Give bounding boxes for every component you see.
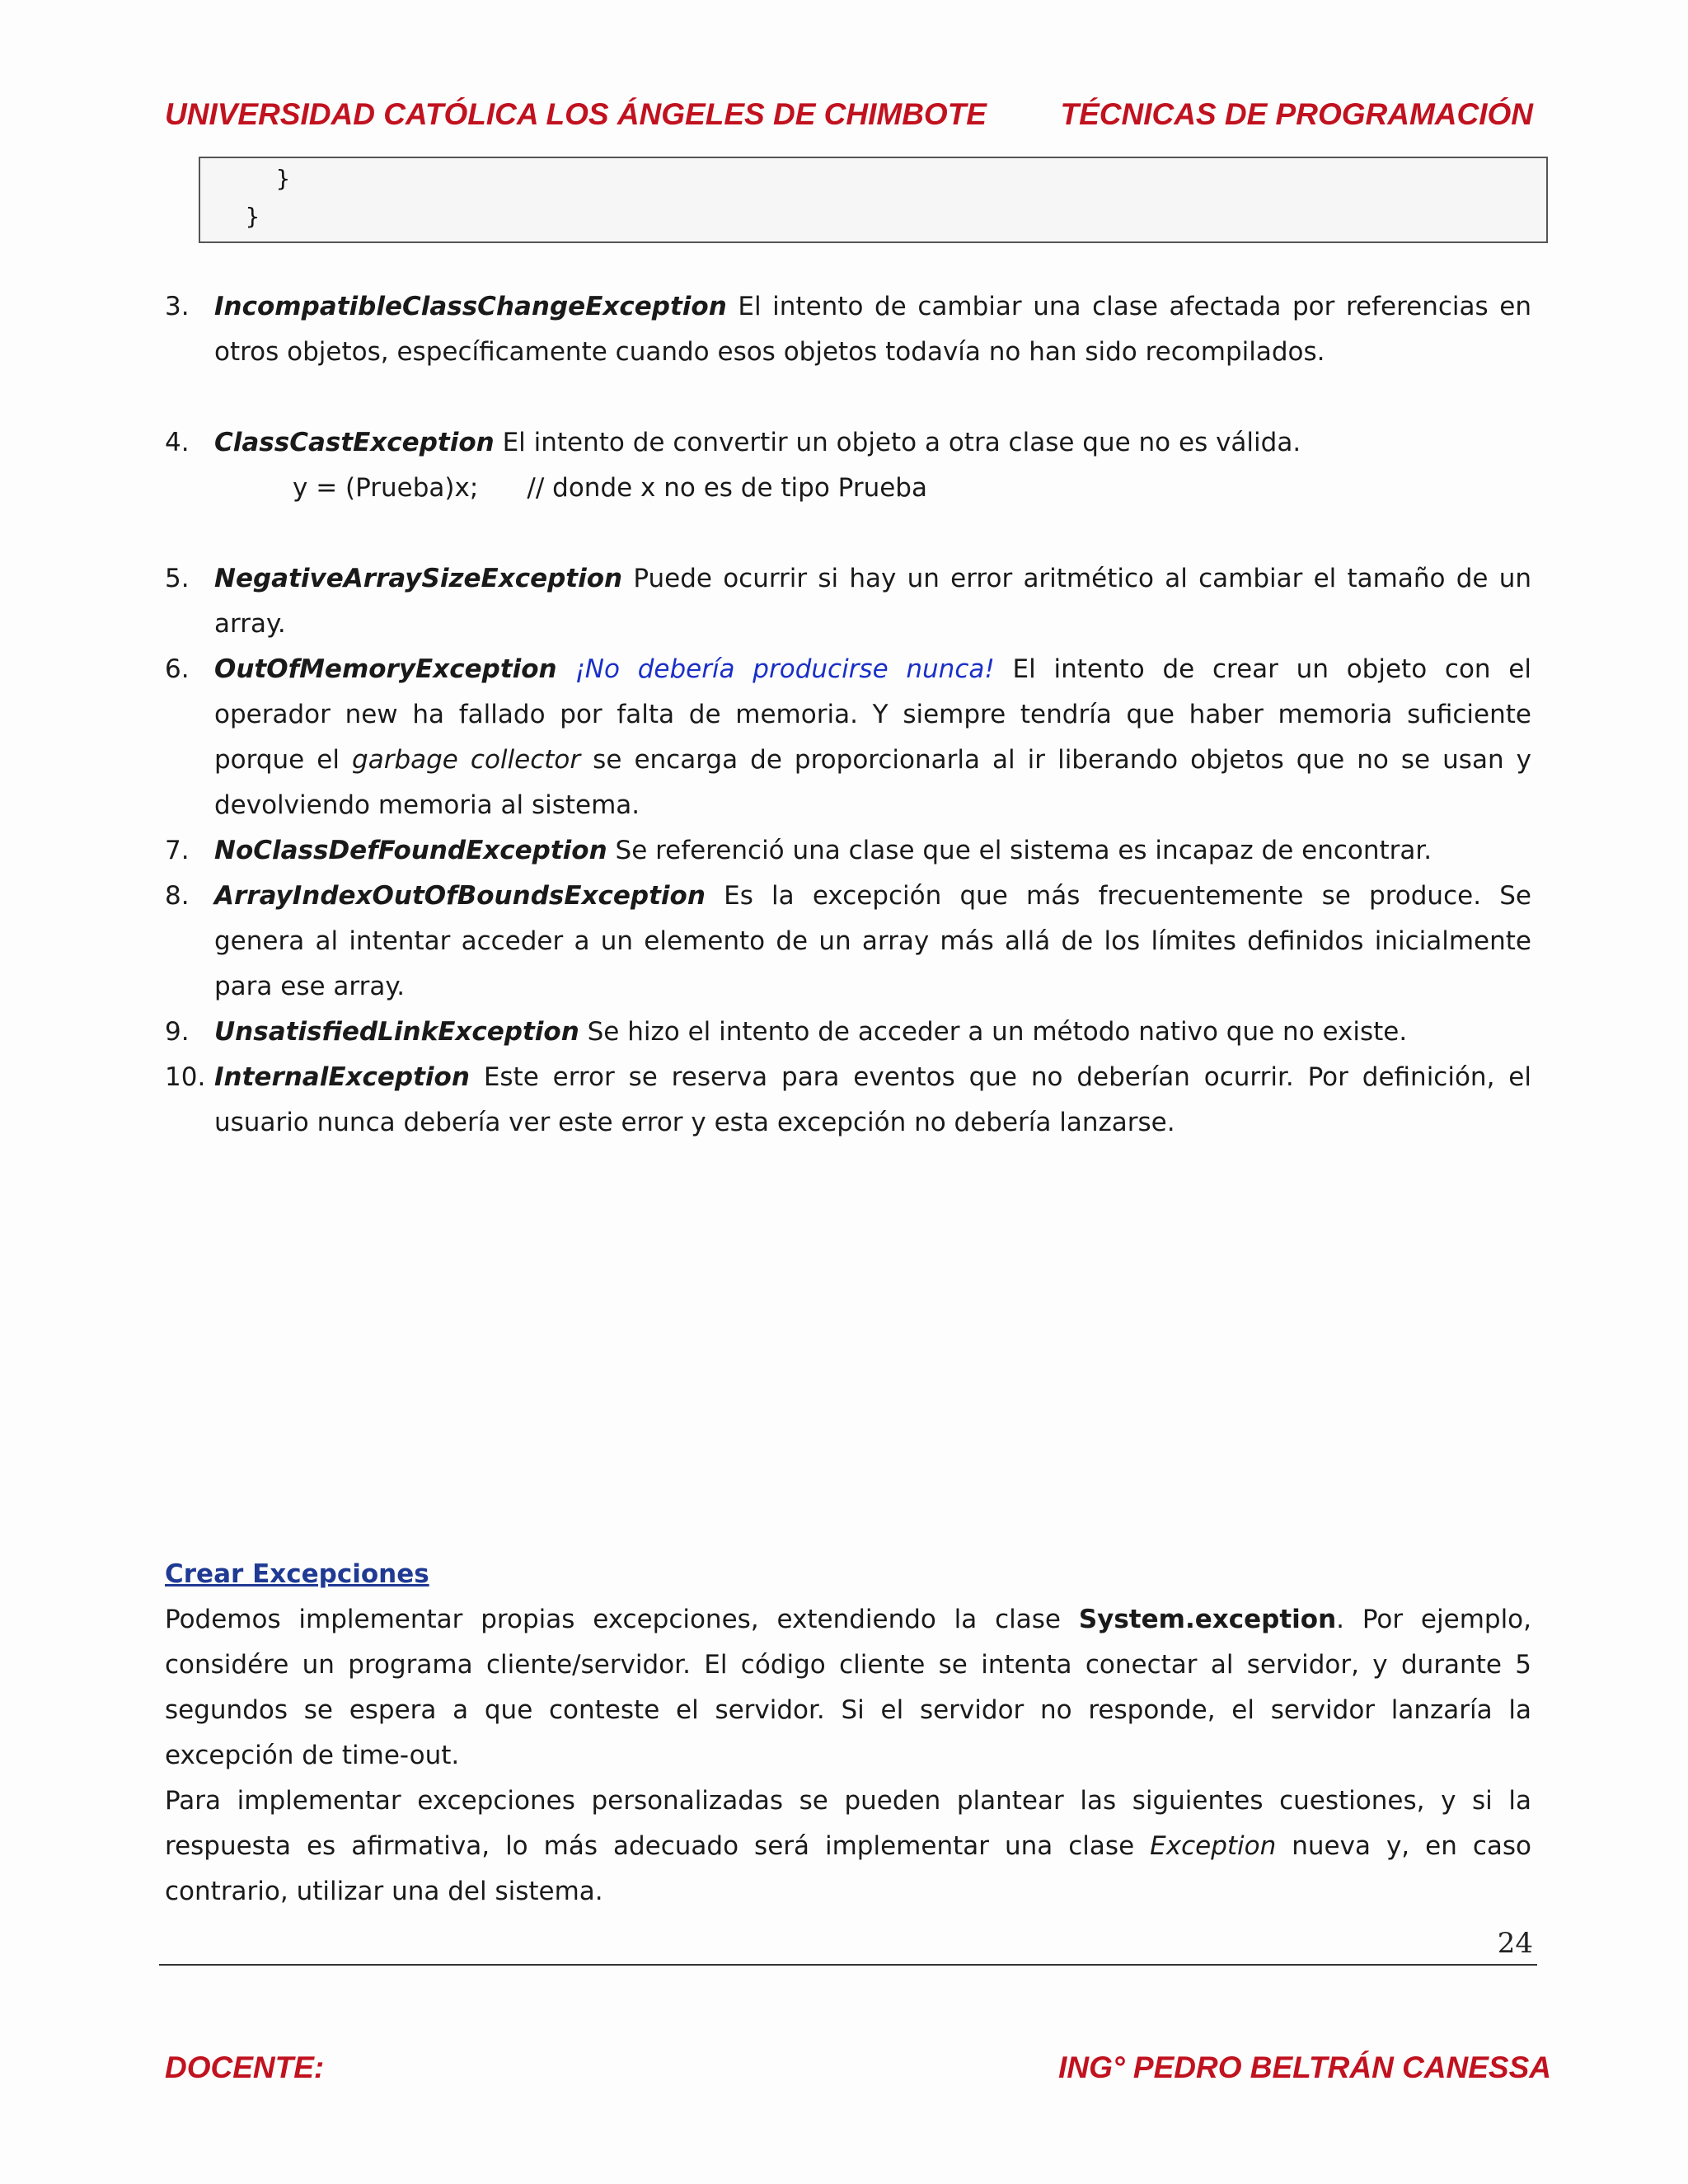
list-number: 9. [165,1017,190,1047]
list-number: 6. [165,654,190,684]
header-course: TÉCNICAS DE PROGRAMACIÓN [1060,97,1533,131]
code-example [165,466,1531,511]
page-header [165,97,1533,138]
list-item [165,284,1531,375]
exception-name: ArrayIndexOutOfBoundsException [214,881,706,911]
exception-name: NegativeArraySizeException [214,564,623,593]
exception-name: UnsatisfiedLinkException [214,1017,579,1047]
list-item [165,647,1531,828]
exception-description: El intento de convertir un objeto a otra clase que no es válida. [494,428,1301,457]
list-item [165,1010,1531,1055]
footer-label: DOCENTE: [165,2050,325,2084]
paragraph-text: Podemos implementar propias excepciones, extendiendo la clase [165,1605,1079,1634]
exception-description: Es la excepción que más frecuentemente se produce. Se genera al intentar acceder a un elemento de un array más allá de los límites definidos inicialmente para ese array. [214,881,1531,1001]
exception-description-cont: se encarga de proporcionarla al ir liberando objetos que no se usan y devolviendo memoria al sistema. [214,745,1531,820]
list-item [165,420,1531,466]
exception-description: Se hizo el intento de acceder a un método nativo que no existe. [579,1017,1408,1047]
list-number: 3. [165,292,190,321]
list-number: 7. [165,836,190,865]
exception-name: OutOfMemoryException [214,654,557,684]
create-exceptions-section [165,1552,1531,1915]
list-number: 10. [165,1062,206,1092]
bold-term: System.exception [1078,1605,1337,1634]
header-university: UNIVERSIDAD CATÓLICA LOS ÁNGELES DE CHIMBOTE [165,97,987,131]
list-number: 5. [165,564,190,593]
italic-term: Exception [1150,1831,1277,1861]
list-number: 4. [165,428,190,457]
paragraph-text-cont: nueva y, en caso contrario, utilizar una del sistema. [165,1831,1532,1906]
exception-name: InternalException [214,1062,470,1092]
exception-name: NoClassDefFoundException [214,836,607,865]
section-title: Crear Excepciones [165,1559,429,1589]
exception-description: Puede ocurrir si hay un error aritmético al cambiar el tamaño de un array. [214,564,1531,639]
paragraph-text-cont: . Por ejemplo, considére un programa cliente/servidor. El código cliente se intenta conectar al servidor, y durante 5 segundos se espera a que conteste el servidor. Si el servidor no responde, el servidor lanzaría la excepción de time-out. [165,1605,1532,1770]
exception-name: ClassCastException [214,428,495,457]
exception-description: El intento de cambiar una clase afectada por referencias en otros objetos, específicamente cuando esos objetos todavía no han sido recompilados. [214,292,1531,367]
paragraph [165,1779,1531,1915]
exception-list-block [165,284,1531,1146]
exception-description: Se referenció una clase que el sistema es incapaz de encontrar. [607,836,1432,865]
exception-list [165,284,1531,1146]
list-item [165,1055,1531,1146]
footer-teacher-name: ING° PEDRO BELTRÁN CANESSA [1058,2050,1551,2084]
list-item [165,828,1531,874]
code-example-line: y = (Prueba)x; // donde x no es de tipo Prueba [293,473,927,503]
paragraph [165,1597,1531,1779]
page-footer [165,2050,1551,2092]
list-item [165,556,1531,647]
code-line: } [246,203,260,230]
exception-name: IncompatibleClassChangeException [214,292,727,321]
list-item [165,874,1531,1010]
italic-term: garbage collector [352,745,581,775]
list-number: 8. [165,881,190,911]
page-number: 24 [1497,1927,1533,1960]
code-line: } [276,165,290,192]
code-block [199,157,1548,243]
exception-description: Este error se reserva para eventos que no deberían ocurrir. Por definición, el usuario nunca debería ver este error y esta excepción no debería lanzarse. [214,1062,1531,1137]
exception-description: El intento de crear un objeto con el operador new ha fallado por falta de memoria. Y siempre tendría que haber memoria suficiente porque el [214,654,1531,775]
paragraph-text: Para implementar excepciones personalizadas se pueden plantear las siguientes cuestiones, y si la respuesta es afirmativa, lo más adecuado será implementar una clase [165,1786,1531,1861]
highlight-note: ¡No debería producirse nunca! [574,654,995,684]
footer-divider [159,1964,1537,1966]
